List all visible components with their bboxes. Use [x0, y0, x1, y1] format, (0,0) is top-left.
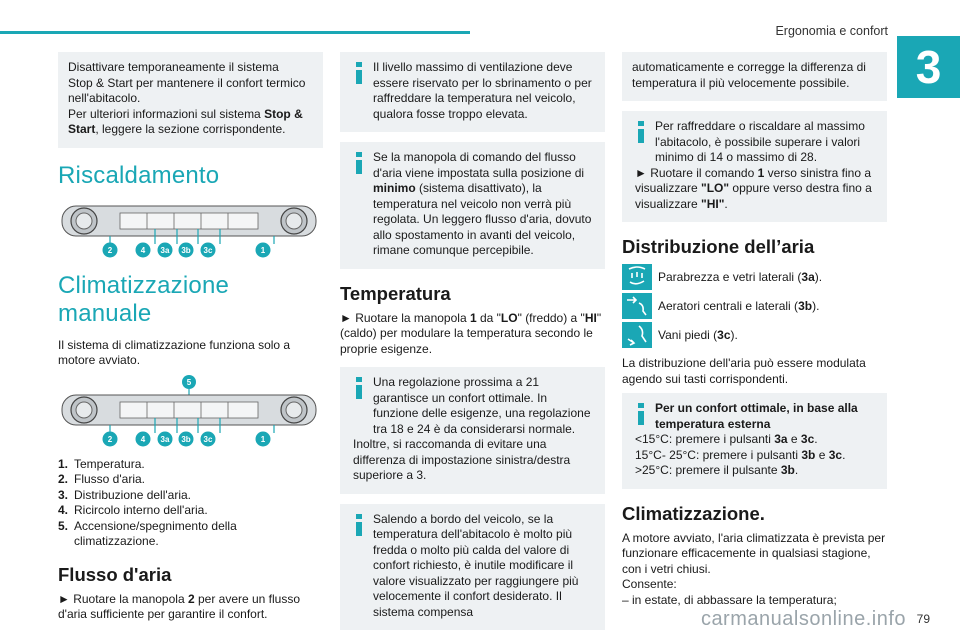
column-3: [622, 52, 887, 614]
info-box-ventilation: [340, 52, 605, 132]
part: e: [815, 447, 829, 462]
label-4: 4: [140, 434, 146, 444]
temp-text: [340, 311, 605, 358]
info-text: Inoltre, si raccomanda di evitare una differenza di impostazione sinistra/destra superiore a 3.: [353, 437, 571, 482]
part: Aeratori centrali e laterali (: [658, 299, 799, 313]
part: .: [814, 432, 818, 446]
part: Parabrezza e vetri laterali (: [658, 270, 802, 284]
bold: 3a: [774, 432, 788, 446]
part: Consente:: [622, 577, 677, 591]
part: ).: [814, 270, 823, 284]
legend-num: 4.: [58, 503, 69, 517]
part: – in estate, di abbassare la temperatura;: [622, 592, 837, 607]
label-3b: 3b: [181, 245, 191, 255]
legend-item: [58, 472, 323, 488]
part: <15°C: premere i pulsanti: [635, 432, 775, 446]
bold: "HI": [701, 196, 725, 211]
control-panel-illustration: [60, 200, 318, 258]
part: ).: [812, 299, 820, 313]
heading-flusso-aria: Flusso d'aria: [58, 563, 172, 585]
note-bold: Start: [68, 122, 96, 136]
info-line: [635, 463, 798, 477]
label-2: 2: [107, 245, 113, 255]
heading-distribuzione: Distribuzione dell’aria: [622, 236, 815, 257]
temp-part: " (freddo) a ": [517, 310, 585, 325]
part: e: [787, 432, 801, 446]
info-text: Per raffreddare o riscaldare al massimo l'abitacolo, è possibile superare i valori minimo di 14 o massimo di 28.: [655, 119, 865, 164]
legend-text: Ricircolo interno dell'aria.: [74, 503, 208, 517]
bold: "LO": [701, 181, 730, 195]
info-icon: [635, 121, 649, 143]
bold: 3c: [828, 447, 843, 462]
label-2: 2: [107, 434, 113, 444]
info-icon: [353, 62, 367, 84]
legend-text: Accensione/spegnimento della climatizzazione.: [74, 518, 237, 548]
heading-climatizzazione-manuale: Climatizzazione manuale: [58, 271, 230, 327]
ac-text: [622, 531, 887, 609]
face-vents-icon: [622, 293, 652, 319]
part: .: [724, 196, 728, 211]
label-1: 1: [260, 434, 266, 444]
info-text: [353, 150, 595, 259]
label-1: 1: [260, 245, 266, 255]
windscreen-demist-icon: [622, 264, 652, 290]
info-icon: [353, 514, 367, 536]
heading-temperatura: Temperatura: [340, 282, 451, 304]
continuation-text: automaticamente e corregge la differenza di temperatura il più velocemente possibile.: [632, 60, 866, 90]
info-box-compensation: [340, 504, 605, 631]
legend-list: [58, 457, 323, 550]
dist-item-windscreen: [622, 264, 887, 290]
legend-item: [58, 488, 323, 504]
info-icon: [353, 377, 367, 399]
label-3a: 3a: [160, 434, 170, 444]
part: ).: [730, 328, 738, 342]
legend-text: Flusso d'aria.: [74, 472, 145, 486]
dist-text: [658, 270, 822, 284]
info-text: Il livello massimo di ventilazione deve essere riservato per lo sbrinamento o per raffreddare la temperatura nel veicolo, qualora fosse troppo elevata.: [373, 60, 592, 121]
label-5: 5: [186, 377, 192, 387]
column-1: [58, 52, 323, 629]
running-head: Ergonomia e confort: [775, 24, 888, 38]
legend-text: Temperatura.: [74, 456, 145, 471]
label-3b: 3b: [181, 434, 191, 444]
temp-bold: LO: [500, 310, 518, 325]
note-line: Per ulteriori informazioni sul sistema: [68, 106, 265, 121]
bold: 3a: [801, 270, 815, 284]
control-panel-svg-2: [60, 375, 318, 447]
bold: 3b: [780, 463, 795, 477]
bold: 3b: [798, 299, 813, 313]
temp-part: da ": [476, 310, 501, 325]
stop-start-note: [58, 52, 323, 148]
info-line: [635, 448, 845, 462]
footwell-icon: [622, 322, 652, 348]
bold: 3b: [801, 447, 816, 462]
flow-pre: ► Ruotare la manopola: [58, 591, 188, 606]
dist-text: [658, 299, 819, 313]
note-line: Disattivare temporaneamente il sistema: [68, 60, 279, 74]
info-title: Per un confort ottimale, in base alla temperatura esterna: [655, 401, 858, 431]
temp-part: ► Ruotare la manopola: [340, 310, 470, 325]
part: .: [842, 447, 846, 462]
control-panel-illustration-2: [60, 375, 318, 447]
info-pre: Se la manopola di comando del flusso d'aria viene impostata sulla posizione di: [373, 150, 585, 180]
temp-part: " (caldo) per modulare la temperatura secondo le proprie esigenze.: [340, 310, 602, 356]
continuation-box: [622, 52, 887, 101]
page-number: 79: [916, 612, 930, 626]
legend-item: [58, 503, 323, 519]
legend-num: 3.: [58, 487, 69, 502]
legend-num: 1.: [58, 456, 69, 471]
intro-text: Il sistema di climatizzazione funziona solo a motore avviato.: [58, 337, 291, 367]
note-line: , leggere la sezione corrispondente.: [95, 122, 286, 136]
column-2: [340, 52, 605, 640]
info-box-regulation: [340, 367, 605, 494]
info-box-minimum: [340, 142, 605, 269]
flow-post: per avere un flusso d'aria sufficiente per garantire il confort.: [58, 591, 301, 621]
bold: 3c: [717, 328, 731, 342]
part: >25°C: premere il pulsante: [635, 463, 781, 477]
heading-climatizzazione: Climatizzazione.: [622, 502, 765, 524]
info-text: Salendo a bordo del veicolo, se la temperatura dell'abitacolo è molto più fredda o molto più calda del valore di confort richiesto, è inutile modificare il valore visualizzato per raggiungere più velocemente il confort desiderato. Il sistema compensa: [373, 511, 579, 619]
info-text: Una regolazione prossima a 21 garantisce un confort ottimale. In funzione delle esigenze, una regolazione tra 18 e 24 è da considerarsi normale.: [373, 375, 591, 436]
note-bold: Stop &: [264, 106, 303, 121]
label-3c: 3c: [203, 245, 213, 255]
part: ► Ruotare il comando: [635, 165, 758, 180]
dist-item-vents: [622, 293, 887, 319]
part: .: [794, 463, 799, 477]
legend-text: Distribuzione dell'aria.: [74, 487, 192, 502]
temp-bold: 1: [469, 310, 477, 325]
bold: 1: [757, 165, 765, 180]
part: Vani piedi (: [658, 328, 718, 342]
bold: 3c: [800, 432, 815, 446]
info-box-optimal: [622, 393, 887, 489]
label-3c: 3c: [203, 434, 213, 444]
note-line: nell'abitacolo.: [68, 91, 141, 105]
info-bold: minimo: [373, 181, 416, 195]
chapter-tab: 3: [897, 36, 960, 98]
info-icon: [635, 403, 649, 425]
legend-item: [58, 457, 323, 473]
part: A motore avviato, l'aria climatizzata è prevista per funzionare efficacemente in qualsiasi stagione, con i vetri chiusi.: [622, 530, 886, 576]
info-box-extremes: [622, 111, 887, 222]
legend-num: 2.: [58, 472, 69, 486]
top-rule: [0, 31, 470, 34]
legend-item: [58, 519, 323, 550]
info-line: [635, 432, 818, 446]
part: oppure verso destra fino a visualizzare: [635, 181, 872, 211]
part: 15°C- 25°C: premere i pulsanti: [635, 447, 802, 462]
temp-bold: HI: [584, 310, 597, 325]
dist-text: [658, 328, 738, 342]
heading-riscaldamento: Riscaldamento: [58, 161, 220, 189]
note-line: Stop & Start per mantenere il confort termico: [68, 75, 306, 90]
label-4: 4: [140, 245, 146, 255]
dist-item-feet: [622, 322, 887, 348]
part: verso sinistra fino a visualizzare: [635, 165, 872, 195]
label-3a: 3a: [160, 245, 170, 255]
flow-bold: 2: [187, 591, 195, 606]
info-icon: [353, 152, 367, 174]
control-panel-svg: [60, 200, 318, 258]
flow-text: [58, 592, 323, 623]
info-post: (sistema disattivato), la temperatura nel veicolo non verrà più regolata. Un leggero flusso d'aria, dovuto allo spostamento in avanti del veicolo, rimane comunque percepibile.: [373, 181, 592, 257]
watermark: carmanualsonline.info: [700, 608, 906, 630]
legend-num: 5.: [58, 518, 69, 533]
info-instruction: [635, 166, 872, 211]
dist-note: La distribuzione dell'aria può essere modulata agendo sui tasti corrispondenti.: [622, 356, 866, 386]
